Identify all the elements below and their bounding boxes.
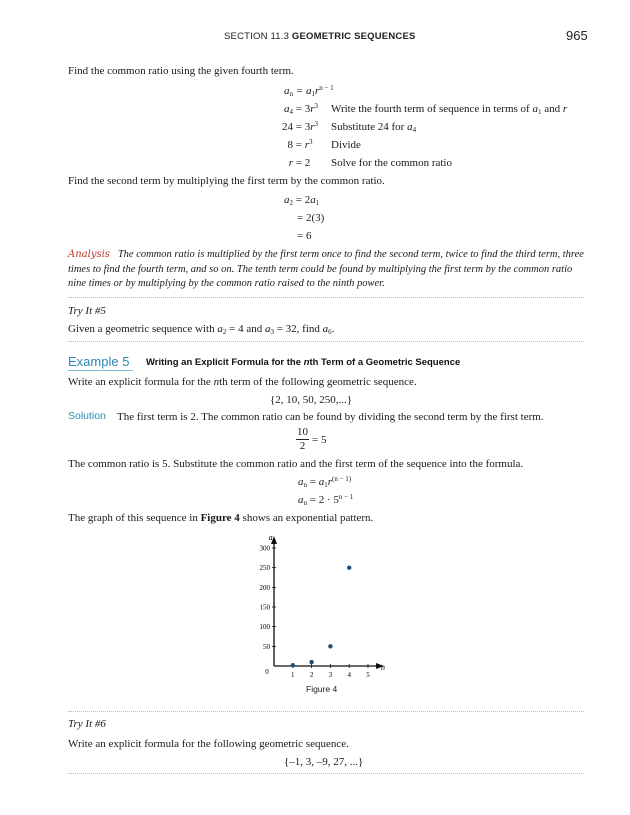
- example-prompt: Write an explicit formula for the nth term of the following geometric sequence.: [68, 376, 417, 388]
- divider: [68, 297, 584, 298]
- divider: [68, 773, 584, 774]
- analysis-text: The common ratio is multiplied by the first term once to find the second term, twice to find the third term, three times to find the fourth term, and so on. The tenth term could be found by multiplying the first term by the common ratio nine times or by multiplying by the common ratio raised to the ninth power.: [68, 249, 584, 289]
- example-label: Example 5: [68, 354, 130, 369]
- eq-note-4: Divide: [331, 139, 361, 151]
- try-it-6-title: Try It #6: [68, 718, 106, 730]
- x-tick-label: 4: [347, 671, 351, 679]
- eq-note-3: Substitute 24 for $a_4$: [331, 121, 417, 134]
- figure-4-chart: [244, 530, 394, 680]
- figure-caption: Figure 4: [306, 684, 338, 694]
- second-intro-text: Find the second term by multiplying the first term by the common ratio.: [68, 175, 385, 187]
- solution-label: Solution: [68, 410, 106, 422]
- page-number: 965: [566, 28, 588, 43]
- eq-left: $a_n$: [284, 85, 293, 98]
- graph-intro-text: The graph of this sequence in Figure 4 shows an exponential pattern.: [68, 512, 374, 524]
- example-underline: [68, 370, 133, 371]
- y-tick-label: 100: [259, 623, 270, 632]
- data-point: [291, 663, 295, 667]
- eq-right: = $a_1r^{n - 1}$: [295, 84, 334, 98]
- section-title: GEOMETRIC SEQUENCES: [291, 31, 416, 42]
- try-it-5-title: Try It #5: [68, 305, 106, 317]
- explicit-formula-1: $a_n = a_1r^{(n - 1)}$: [298, 475, 352, 489]
- data-point: [328, 644, 332, 648]
- y-axis-label: $a_n$: [268, 533, 276, 544]
- analysis-paragraph: [68, 248, 584, 292]
- eq-note-5: Solve for the common ratio: [331, 157, 452, 169]
- ratio-fraction: [296, 426, 309, 453]
- eq-row-2: $a_4 = 3r^3$: [284, 102, 318, 116]
- second-row-1: $a_2 = 2a_1$: [284, 194, 320, 207]
- section-number: SECTION 11.3: [224, 31, 290, 42]
- data-point: [347, 565, 351, 569]
- eq-row-5: r = 2: [288, 157, 311, 169]
- x-tick-label: 1: [291, 671, 295, 679]
- second-row-2: = 2(3): [297, 212, 325, 224]
- eq-note-2: Write the fourth term of sequence in terms of $a_1$ and r: [331, 103, 568, 116]
- y-tick-label: 300: [259, 544, 270, 553]
- solution-text: The first term is 2. The common ratio can be found by dividing the second term by the first term.: [117, 411, 544, 423]
- origin-label: 0: [265, 668, 269, 676]
- explicit-formula-2: $a_n = 2 \cdot 5^{n - 1}$: [298, 493, 354, 507]
- second-row-3: = 6: [297, 230, 312, 242]
- substitute-text: The common ratio is 5. Substitute the common ratio and the first term of the sequence into the formula.: [68, 458, 524, 470]
- y-tick-label: 250: [259, 564, 270, 573]
- try-it-6-sequence: {–1, 3, –9, 27, ...}: [284, 756, 364, 768]
- try-it-6-text: Write an explicit formula for the following geometric sequence.: [68, 738, 349, 750]
- try-it-5-text: Given a geometric sequence with $a_2 = 4$ and $a_3 = 32$, find $a_6$.: [68, 323, 335, 336]
- divider: [68, 711, 584, 712]
- x-tick-label: 2: [309, 671, 314, 679]
- y-tick-label: 150: [259, 603, 270, 612]
- fraction-denominator: 2: [299, 440, 306, 452]
- eq-row-1: [228, 84, 334, 98]
- section-header: [224, 31, 416, 42]
- x-axis-label: n: [381, 663, 385, 672]
- eq-row-4: $8 = r^3$: [287, 138, 313, 151]
- divider: [68, 341, 584, 342]
- fraction-result: = 5: [312, 434, 327, 446]
- x-tick-label: 5: [366, 671, 370, 679]
- analysis-label: Analysis: [68, 249, 110, 260]
- example-sequence: {2, 10, 50, 250,...}: [270, 394, 353, 406]
- y-tick-label: 200: [259, 583, 270, 592]
- x-tick-label: 3: [328, 671, 333, 679]
- intro-text: Find the common ratio using the given fourth term.: [68, 65, 294, 77]
- example-title: Writing an Explicit Formula for the nth Term of a Geometric Sequence: [146, 357, 461, 368]
- eq-row-3: $24 = 3r^3$: [282, 120, 318, 133]
- y-tick-label: 50: [263, 642, 270, 651]
- fraction-numerator: 10: [297, 426, 308, 438]
- data-point: [309, 660, 313, 664]
